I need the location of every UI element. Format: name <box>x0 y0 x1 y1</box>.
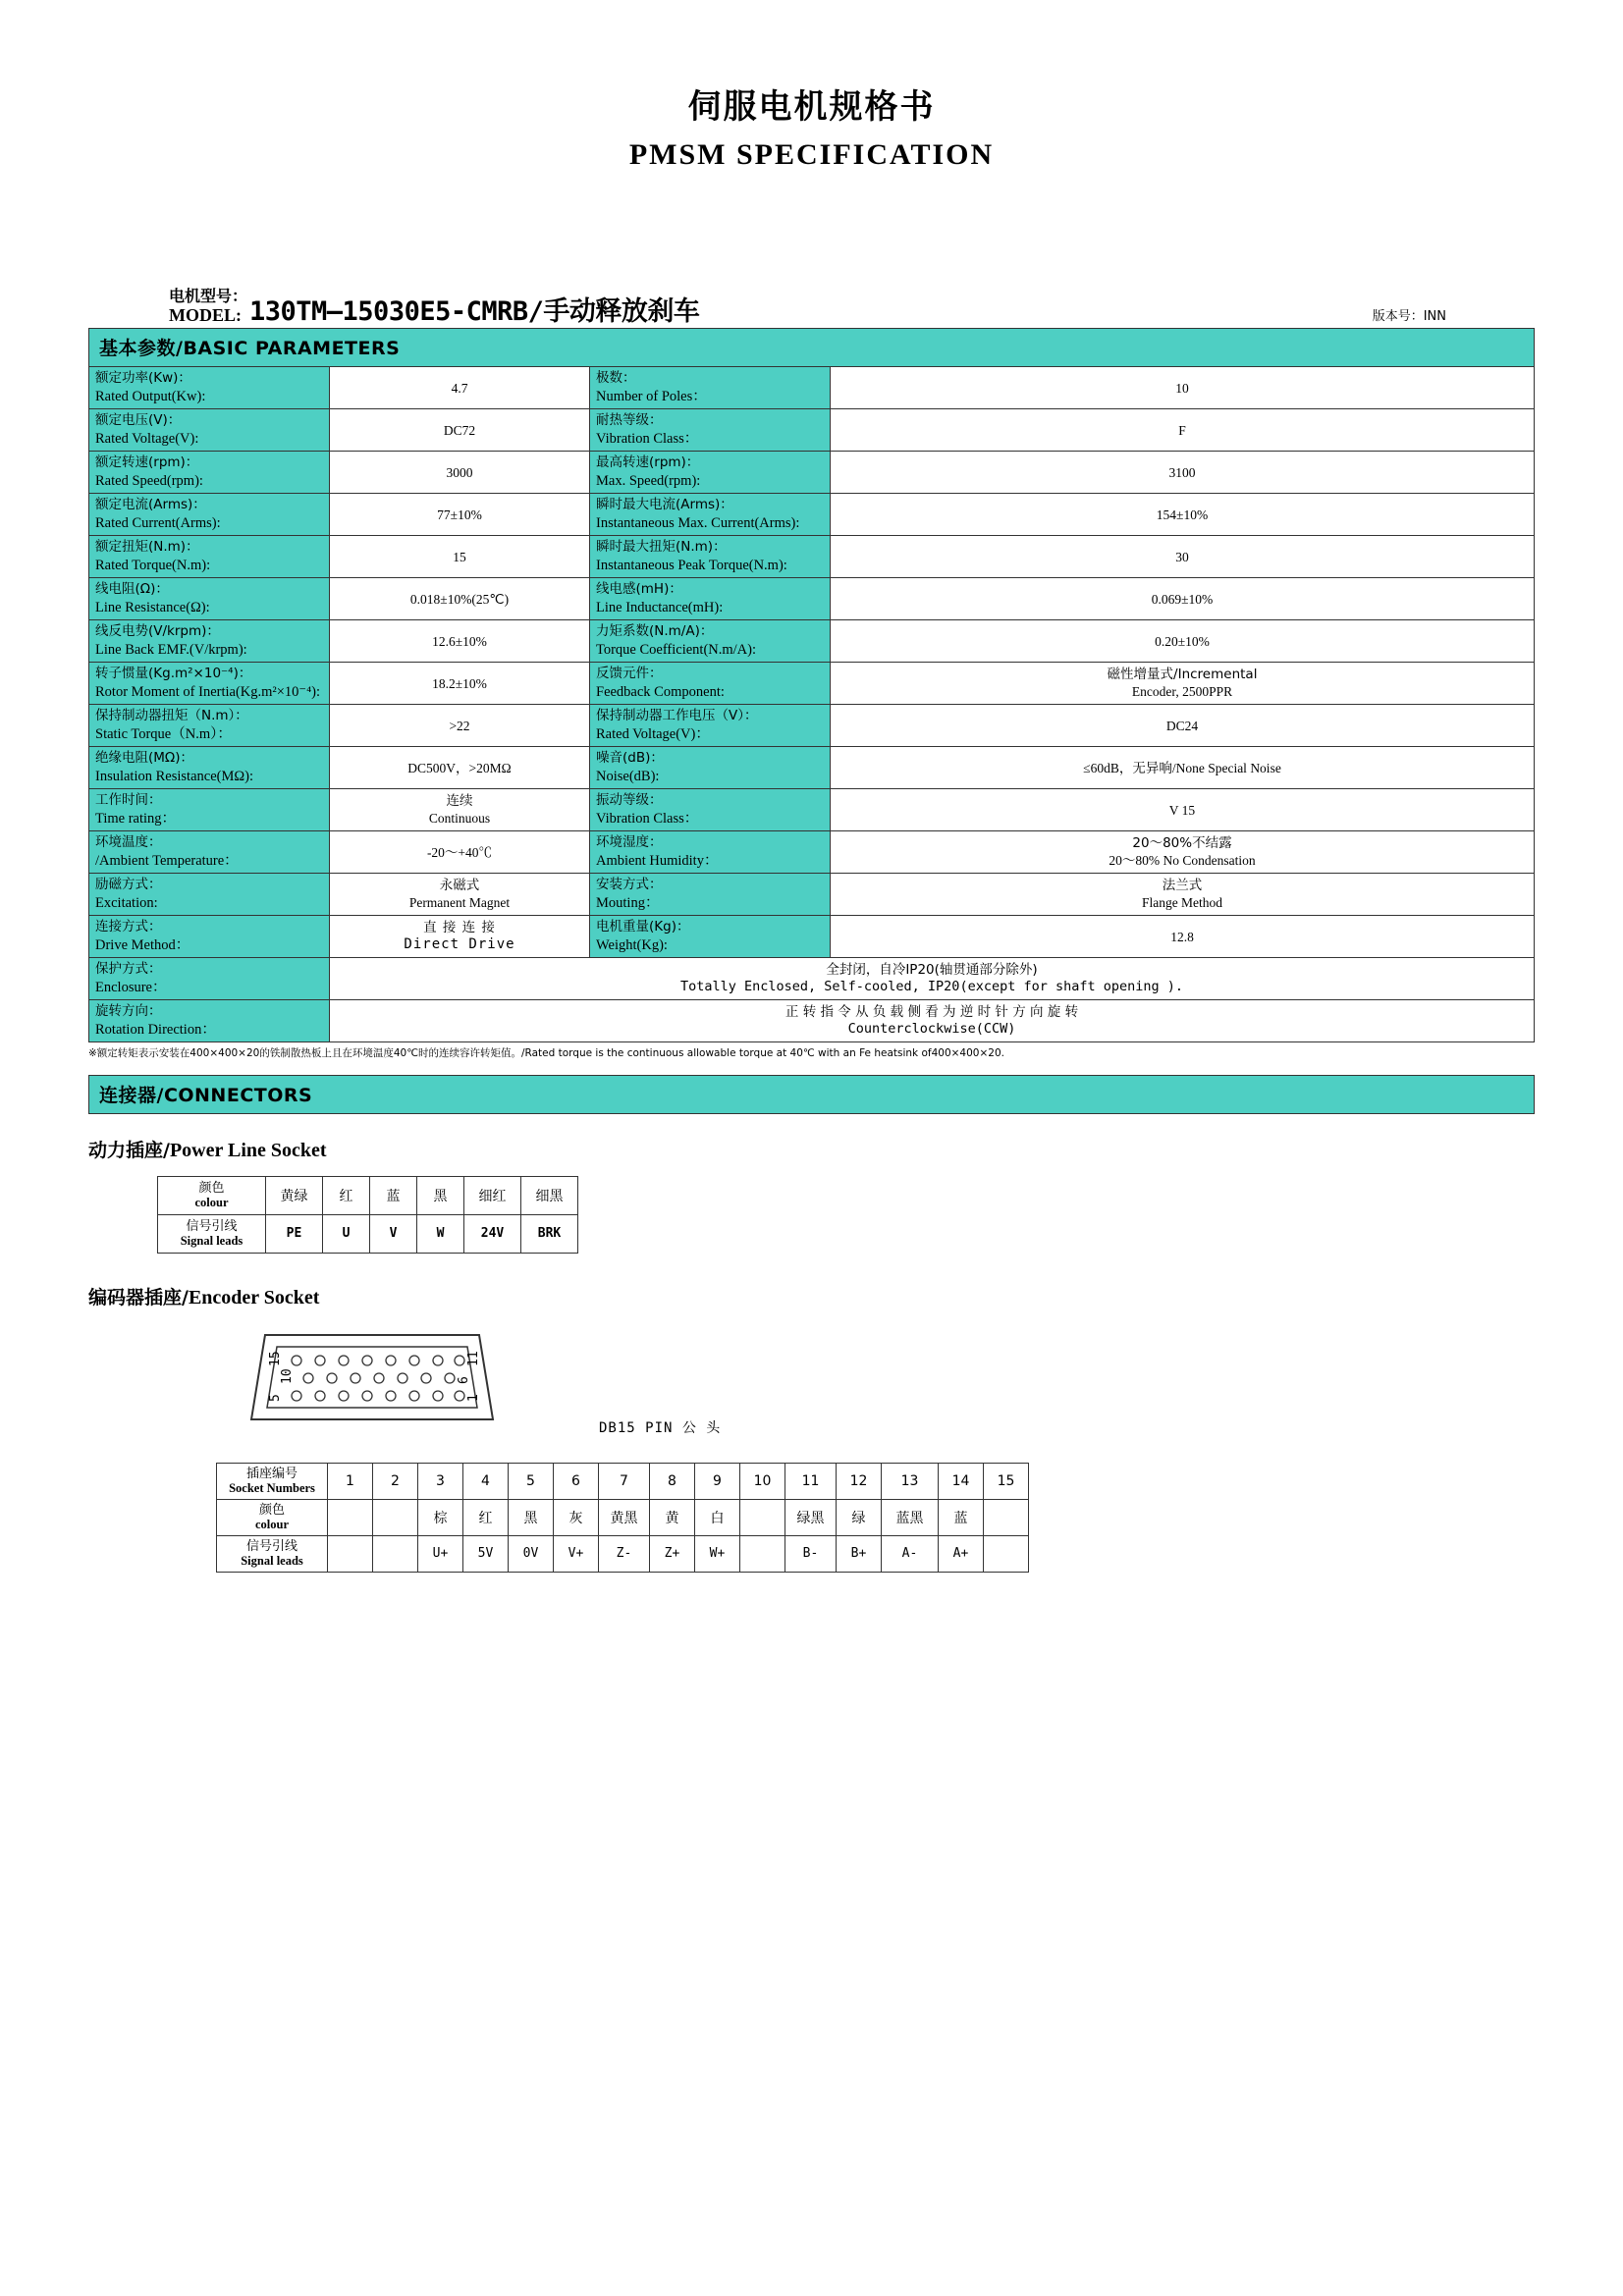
param-value-cn: 正 转 指 令 从 负 载 侧 看 为 逆 时 针 方 向 旋 转 <box>784 1004 1079 1021</box>
cell: 4 <box>463 1463 509 1499</box>
row-header-signal-leads <box>217 1535 328 1572</box>
table-row <box>89 409 1535 452</box>
svg-text:15: 15 <box>268 1351 283 1366</box>
param-label-cn: 环境湿度： <box>596 834 663 851</box>
cell: 7 <box>599 1463 650 1499</box>
svg-text:1: 1 <box>466 1394 481 1402</box>
cell: 白 <box>695 1499 740 1535</box>
row-header-cn: 插座编号 <box>245 1466 298 1481</box>
row-header-en: colour <box>254 1518 290 1532</box>
param-value-en: Permanent Magnet <box>408 895 511 911</box>
cell: 棕 <box>418 1499 463 1535</box>
cell <box>740 1535 785 1572</box>
param-label-en: Vibration Class： <box>596 810 699 827</box>
cell: Z+ <box>650 1535 695 1572</box>
param-label-en: Rated Current(Arms): <box>95 514 221 531</box>
param-label-en: Insulation Resistance(MΩ): <box>95 768 253 784</box>
cell: A- <box>882 1535 939 1572</box>
cell: 黄 <box>650 1499 695 1535</box>
param-value: 0.018±10%(25℃) <box>330 578 590 620</box>
cell: 蓝 <box>939 1499 984 1535</box>
table-row <box>217 1499 1029 1535</box>
param-label-cn: 极数： <box>596 370 636 387</box>
row-header-en: Signal leads <box>180 1234 243 1249</box>
param-value <box>330 916 590 958</box>
param-label-en: Instantaneous Max. Current(Arms): <box>596 514 800 531</box>
param-value-en: Flange Method <box>1141 895 1223 911</box>
row-header-colour <box>217 1499 328 1535</box>
cell <box>740 1499 785 1535</box>
table-row <box>89 620 1535 663</box>
cell: BRK <box>521 1214 578 1253</box>
svg-text:11: 11 <box>466 1351 481 1366</box>
param-label <box>590 367 831 409</box>
param-value-en: Counterclockwise(CCW) <box>847 1021 1016 1038</box>
param-value: 4.7 <box>330 367 590 409</box>
param-value-cn: 法兰式 <box>1162 878 1203 894</box>
param-label-cn: 力矩系数(N.m/A)： <box>596 623 714 640</box>
model-row <box>88 287 1535 329</box>
cell <box>328 1499 373 1535</box>
table-row <box>89 916 1535 958</box>
param-value: 12.6±10% <box>330 620 590 663</box>
param-value: 10 <box>831 367 1535 409</box>
param-label <box>590 747 831 789</box>
cell <box>373 1499 418 1535</box>
cell: B+ <box>837 1535 882 1572</box>
cell: 5 <box>509 1463 554 1499</box>
param-label <box>590 578 831 620</box>
cell: 1 <box>328 1463 373 1499</box>
param-label-cn: 额定电流(Arms)： <box>95 497 206 513</box>
param-label <box>89 409 330 452</box>
param-value-en: Encoder, 2500PPR <box>1131 684 1233 700</box>
page-title-cn: 伺服电机规格书 <box>687 87 936 127</box>
table-row <box>89 958 1535 1000</box>
param-label <box>590 536 831 578</box>
param-label-cn: 励磁方式： <box>95 877 162 893</box>
param-label-cn: 保持制动器扭矩（N.m）： <box>95 708 248 724</box>
cell: 细黑 <box>521 1176 578 1214</box>
cell <box>328 1535 373 1572</box>
basic-parameters-table <box>88 366 1535 1042</box>
param-label <box>89 620 330 663</box>
param-label-cn: 工作时间： <box>95 792 162 809</box>
param-value: 154±10% <box>831 494 1535 536</box>
param-label-en: Drive Method： <box>95 936 190 953</box>
svg-text:6: 6 <box>457 1376 471 1384</box>
cell: 3 <box>418 1463 463 1499</box>
param-label-en: Mouting： <box>596 894 660 911</box>
cell: 2 <box>373 1463 418 1499</box>
table-row <box>217 1463 1029 1499</box>
cell: 5V <box>463 1535 509 1572</box>
param-label-cn: 反馈元件： <box>596 666 663 682</box>
row-header-cn: 信号引线 <box>245 1538 298 1554</box>
model-label-cn: 电机型号： <box>169 286 248 305</box>
param-value-en: 20～80% No Condensation <box>1109 853 1256 869</box>
document-title-block <box>88 0 1535 177</box>
cell: PE <box>266 1214 323 1253</box>
cell: W+ <box>695 1535 740 1572</box>
param-label-cn: 最高转速(rpm)： <box>596 454 700 471</box>
table-row <box>89 831 1535 874</box>
table-row <box>89 578 1535 620</box>
param-value: ≤60dB，无异响/None Special Noise <box>831 747 1535 789</box>
param-label-cn: 振动等级： <box>596 792 663 809</box>
cell: 8 <box>650 1463 695 1499</box>
encoder-socket-heading-cn: 编码器插座/ <box>88 1286 189 1308</box>
row-header-cn: 信号引线 <box>186 1218 238 1234</box>
section-connectors-header: 连接器/CONNECTORS <box>88 1075 1535 1114</box>
table-row <box>89 663 1535 705</box>
param-value: 18.2±10% <box>330 663 590 705</box>
param-value-cn: 全封闭，自冷IP20(轴贯通部分除外) <box>826 962 1038 979</box>
param-label <box>590 874 831 916</box>
param-value <box>831 874 1535 916</box>
row-header-en: colour <box>194 1196 229 1210</box>
cell: A+ <box>939 1535 984 1572</box>
param-label-en: Vibration Class： <box>596 430 699 447</box>
param-label <box>89 452 330 494</box>
encoder-socket-heading-en: Encoder Socket <box>188 1286 320 1308</box>
param-label <box>89 578 330 620</box>
row-header-colour <box>158 1176 266 1214</box>
param-value <box>330 958 1535 1000</box>
cell: V <box>370 1214 417 1253</box>
cell: 11 <box>785 1463 837 1499</box>
cell: U <box>323 1214 370 1253</box>
cell <box>373 1535 418 1572</box>
param-label <box>590 452 831 494</box>
cell: 黄绿 <box>266 1176 323 1214</box>
param-label-en: Max. Speed(rpm): <box>596 472 701 489</box>
row-header-cn: 颜色 <box>258 1502 285 1518</box>
cell: 黄黑 <box>599 1499 650 1535</box>
param-label <box>590 916 831 958</box>
page-title-en: PMSM SPECIFICATION <box>628 137 995 171</box>
table-row <box>217 1535 1029 1572</box>
table-row <box>158 1214 578 1253</box>
param-label <box>590 663 831 705</box>
param-label <box>89 494 330 536</box>
power-socket-table-wrap <box>88 1176 1535 1254</box>
param-label-cn: 安装方式： <box>596 877 663 893</box>
param-value-cn: 直 接 连 接 <box>423 919 496 935</box>
param-label-cn: 连接方式： <box>95 919 162 935</box>
table-row <box>89 705 1535 747</box>
param-value: 15 <box>330 536 590 578</box>
param-label <box>89 747 330 789</box>
param-label-en: Rated Voltage(V)： <box>596 725 710 742</box>
param-label-en: Rotor Moment of Inertia(Kg.m²×10⁻⁴): <box>95 683 320 700</box>
encoder-socket-heading <box>88 1283 1535 1309</box>
cell: 12 <box>837 1463 882 1499</box>
param-label-en: Weight(Kg): <box>596 936 668 953</box>
param-label-en: Rated Torque(N.m): <box>95 557 211 573</box>
param-label-en: Noise(dB): <box>596 768 660 784</box>
cell: 绿黑 <box>785 1499 837 1535</box>
table-row <box>158 1176 578 1214</box>
param-value <box>831 663 1535 705</box>
param-value: 0.069±10% <box>831 578 1535 620</box>
cell: 24V <box>464 1214 521 1253</box>
param-value <box>330 874 590 916</box>
cell: U+ <box>418 1535 463 1572</box>
table-row <box>89 452 1535 494</box>
param-label-cn: 瞬时最大电流(Arms)： <box>596 497 733 513</box>
param-label-en: Rated Voltage(V): <box>95 430 199 447</box>
param-label <box>89 663 330 705</box>
param-label-cn: 额定扭矩(N.m)： <box>95 539 199 556</box>
param-label-en: Time rating： <box>95 810 177 827</box>
cell: 红 <box>323 1176 370 1214</box>
param-label-en: Feedback Component: <box>596 683 725 700</box>
model-value: 130TM—15030E5-CMRB/手动释放刹车 <box>249 296 700 328</box>
param-label-cn: 额定电压(V)： <box>95 412 182 429</box>
param-value: 0.20±10% <box>831 620 1535 663</box>
param-label-cn: 瞬时最大扭矩(N.m)： <box>596 539 727 556</box>
cell: 灰 <box>554 1499 599 1535</box>
row-header-en: Socket Numbers <box>229 1481 315 1496</box>
power-socket-heading <box>88 1136 1535 1162</box>
param-value-cn: 磁性增量式/Incremental <box>1107 667 1258 683</box>
svg-text:5: 5 <box>268 1394 283 1402</box>
cell: 9 <box>695 1463 740 1499</box>
param-label-cn: 线反电势(V/krpm)： <box>95 623 220 640</box>
param-label <box>89 1000 330 1042</box>
param-value <box>330 1000 1535 1042</box>
cell: 14 <box>939 1463 984 1499</box>
param-value-cn: 连续 <box>446 793 473 810</box>
table-row <box>89 789 1535 831</box>
cell: B- <box>785 1535 837 1572</box>
param-value: V 15 <box>831 789 1535 831</box>
param-value: 3000 <box>330 452 590 494</box>
param-value-en: Direct Drive <box>404 935 515 952</box>
svg-text:10: 10 <box>280 1368 295 1384</box>
cell: Z- <box>599 1535 650 1572</box>
param-label <box>89 916 330 958</box>
param-label-cn: 绝缘电阻(MΩ)： <box>95 750 193 767</box>
param-label-en: /Ambient Temperature： <box>95 852 239 869</box>
cell: 10 <box>740 1463 785 1499</box>
db15-drawing-area <box>88 1323 1535 1451</box>
param-label-en: Ambient Humidity： <box>596 852 719 869</box>
param-label-en: Number of Poles： <box>596 388 707 404</box>
cell: 15 <box>984 1463 1029 1499</box>
param-label <box>89 831 330 874</box>
cell: V+ <box>554 1535 599 1572</box>
cell: 细红 <box>464 1176 521 1214</box>
param-value: -20～+40℃ <box>330 831 590 874</box>
param-label-en: Torque Coefficient(N.m/A): <box>596 641 757 658</box>
param-label-cn: 保护方式： <box>95 961 162 978</box>
cell: 0V <box>509 1535 554 1572</box>
param-value-cn: 永磁式 <box>439 878 480 894</box>
param-label <box>590 494 831 536</box>
db15-caption: DB15 PIN 公 头 <box>599 1419 722 1436</box>
param-label-en: Rated Output(Kw): <box>95 388 206 404</box>
db15-connector-icon <box>236 1323 530 1431</box>
power-socket-heading-en: Power Line Socket <box>169 1139 327 1161</box>
param-label <box>89 958 330 1000</box>
table-row <box>89 536 1535 578</box>
param-label <box>590 831 831 874</box>
row-header-en: Signal leads <box>241 1554 303 1569</box>
param-label-cn: 额定功率(Kw)： <box>95 370 191 387</box>
param-label-en: Rotation Direction： <box>95 1021 216 1038</box>
param-value: 77±10% <box>330 494 590 536</box>
param-label-cn: 旋转方向： <box>95 1003 162 1020</box>
param-label <box>590 409 831 452</box>
param-label-cn: 电机重量(Kg)： <box>596 919 690 935</box>
table-row <box>89 747 1535 789</box>
cell: 红 <box>463 1499 509 1535</box>
param-label-en: Line Resistance(Ω): <box>95 599 210 615</box>
cell: 蓝 <box>370 1176 417 1214</box>
param-label <box>590 620 831 663</box>
param-label-en: Line Back EMF.(V/krpm): <box>95 641 247 658</box>
cell: W <box>417 1214 464 1253</box>
row-header-cn: 颜色 <box>198 1180 225 1196</box>
table-row <box>89 874 1535 916</box>
param-label <box>89 536 330 578</box>
cell <box>984 1535 1029 1572</box>
param-label <box>89 874 330 916</box>
cell: 6 <box>554 1463 599 1499</box>
cell <box>984 1499 1029 1535</box>
param-value: 12.8 <box>831 916 1535 958</box>
model-label <box>169 287 247 329</box>
param-label <box>89 789 330 831</box>
param-label <box>590 705 831 747</box>
param-label-cn: 额定转速(rpm)： <box>95 454 199 471</box>
encoder-socket-table <box>216 1463 1029 1573</box>
param-label <box>590 789 831 831</box>
row-header-signal-leads <box>158 1214 266 1253</box>
param-value: 3100 <box>831 452 1535 494</box>
cell: 13 <box>882 1463 939 1499</box>
param-label-en: Instantaneous Peak Torque(N.m): <box>596 557 787 573</box>
row-header-socket-numbers <box>217 1463 328 1499</box>
cell: 绿 <box>837 1499 882 1535</box>
param-label-en: Line Inductance(mH): <box>596 599 724 615</box>
param-value: >22 <box>330 705 590 747</box>
param-label-en: Enclosure： <box>95 979 167 995</box>
table-footnote: ※额定转矩表示安装在400×400×20的铁制散热板上且在环境温度40℃时的连续容许转矩值。/Rated torque is the continuous allowable torque at 40℃ with an Fe heatsink of400×400×20. <box>88 1047 1004 1060</box>
param-label-cn: 耐热等级： <box>596 412 663 429</box>
param-value-en: Continuous <box>428 811 491 827</box>
param-label-cn: 线电感(mH)： <box>596 581 682 598</box>
param-label-cn: 转子惯量(Kg.m²×10⁻⁴)： <box>95 666 252 682</box>
param-value <box>330 789 590 831</box>
section-basic-parameters-header: 基本参数/BASIC PARAMETERS <box>88 328 1535 366</box>
param-label-en: Static Torque（N.m）： <box>95 725 232 742</box>
param-label <box>89 705 330 747</box>
param-value-en: Totally Enclosed, Self-cooled, IP20(except for shaft opening ). <box>679 979 1184 995</box>
param-label-en: Excitation: <box>95 894 158 911</box>
param-value: F <box>831 409 1535 452</box>
cell: 蓝黑 <box>882 1499 939 1535</box>
power-socket-table <box>157 1176 578 1254</box>
param-label-cn: 环境温度： <box>95 834 162 851</box>
param-value-cn: 20～80%不结露 <box>1132 835 1232 852</box>
param-label <box>89 367 330 409</box>
param-value: DC72 <box>330 409 590 452</box>
cell: 黑 <box>509 1499 554 1535</box>
param-label-cn: 保持制动器工作电压（V）： <box>596 708 758 724</box>
version-number: 版本号：INN <box>1372 309 1446 325</box>
model-label-en: MODEL: <box>169 304 242 325</box>
table-row <box>89 1000 1535 1042</box>
param-label-en: Rated Speed(rpm): <box>95 472 203 489</box>
power-socket-heading-cn: 动力插座/ <box>88 1139 170 1161</box>
param-value: DC500V，>20MΩ <box>330 747 590 789</box>
param-value: 30 <box>831 536 1535 578</box>
param-label-cn: 噪音(dB)： <box>596 750 664 767</box>
param-value: DC24 <box>831 705 1535 747</box>
table-row <box>89 494 1535 536</box>
param-label-cn: 线电阻(Ω)： <box>95 581 169 598</box>
param-value <box>831 831 1535 874</box>
cell: 黑 <box>417 1176 464 1214</box>
